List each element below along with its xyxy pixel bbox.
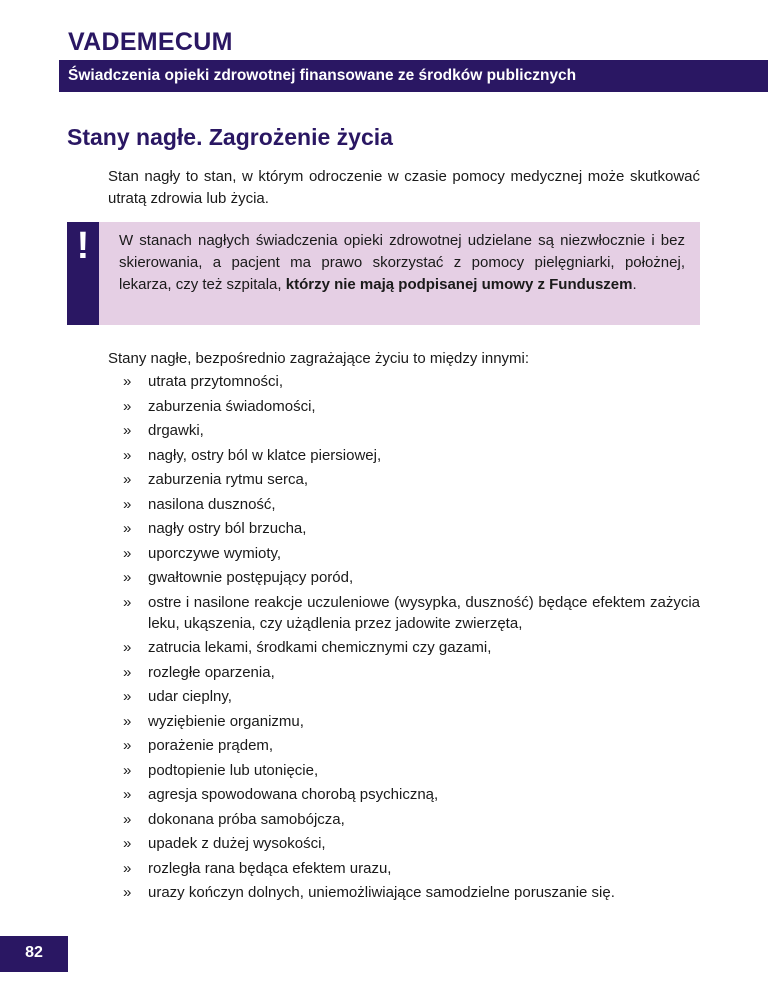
list-item-text: zaburzenia świadomości, [148,397,316,415]
list-item [108,445,700,466]
list-item [108,518,700,539]
bullet-icon: » [123,835,132,852]
exclamation-icon: ! [76,225,90,267]
bullet-icon: » [123,884,132,901]
conditions-list [108,371,700,907]
list-item-text: agresja spowodowana chorobą psychiczną, [148,786,439,803]
section-title: Stany nagłe. Zagrożenie życia [67,124,393,150]
bullet-icon: » [123,810,132,828]
list-item [108,420,700,441]
list-item [108,543,700,564]
callout-text [119,230,685,296]
bullet-icon: » [123,397,132,415]
page-number: 82 [25,944,43,961]
list-item-text: drgawki, [148,422,204,439]
header-band [59,60,768,92]
bullet-icon: » [123,569,132,586]
bullet-icon: » [123,422,132,439]
list-item [108,858,700,879]
bullet-icon: » [123,737,132,754]
bullet-icon: » [123,712,132,730]
list-item-text: gwałtownie postępujący poród, [148,569,354,586]
bullet-icon: » [123,761,132,779]
intro-paragraph: Stan nagły to stan, w którym odroczenie w czasie pomocy medycznej może skutkować utratą zdrowia lub życia. [108,168,700,207]
list-item-text: wyziębienie organizmu, [148,712,304,730]
bullet-icon: » [123,786,132,803]
bullet-icon: » [123,373,132,390]
list-item-text: zatrucia lekami, środkami chemicznymi czy gazami, [148,639,492,656]
callout-text-plain: W stanach nagłych świadczenia opieki zdrowotnej udzielane są niezwłocznie i bez skierowania, a pacjent ma prawo skorzystać z pomocy pielęgniarki, położnej, lekarza, czy też szpitala, [119,232,685,293]
callout-bar [67,222,99,325]
bullet-icon: » [123,471,132,488]
list-item-text: utrata przytomności, [148,373,284,390]
list-item [108,833,700,854]
list-item-text: dokonana próba samobójcza, [148,810,345,828]
bullet-icon: » [123,593,132,611]
list-item-text: ostre i nasilone reakcje uczuleniowe (wysypka, duszność) będące efektem zażycia leku, ukąszenia, czy użądlenia przez jadowite zwierzęta, [148,593,700,632]
list-item [108,760,700,781]
callout-box [67,222,700,325]
list-item-text: rozległa rana będąca efektem urazu, [148,859,392,877]
list-item-text: zaburzenia rytmu serca, [148,471,309,488]
bullet-icon: » [123,544,132,562]
list-item [108,371,700,392]
bullet-icon: » [123,688,132,705]
list-item-text: nasilona duszność, [148,495,276,513]
list-item [108,809,700,830]
list-item [108,784,700,805]
list-item [108,637,700,658]
list-item-text: podtopienie lub utonięcie, [148,761,319,779]
list-lead: Stany nagłe, bezpośrednio zagrażające życiu to między innymi: [108,350,530,367]
list-item [108,396,700,417]
document-brand: VADEMECUM [68,28,233,56]
bullet-icon: » [123,495,132,513]
list-item [108,686,700,707]
list-item [108,494,700,515]
header-subtitle: Świadczenia opieki zdrowotnej finansowane ze środków publicznych [68,67,577,84]
page-number-box [0,936,68,972]
list-item [108,567,700,588]
bullet-icon: » [123,663,132,681]
list-item-text: urazy kończyn dolnych, uniemożliwiające samodzielne poruszanie się. [148,884,615,901]
bullet-icon: » [123,446,132,464]
list-item-text: udar cieplny, [148,688,232,705]
list-item-text: porażenie prądem, [148,737,274,754]
list-item-text: nagły, ostry ból w klatce piersiowej, [148,446,382,464]
callout-text-bold: którzy nie mają podpisanej umowy z Funduszem [285,276,633,293]
bullet-icon: » [123,859,132,877]
list-item [108,592,700,634]
bullet-icon: » [123,639,132,656]
callout-text-end: . [632,276,637,293]
list-item [108,882,700,903]
list-item-text: upadek z dużej wysokości, [148,835,326,852]
list-item [108,469,700,490]
list-item [108,735,700,756]
list-item-text: nagły ostry ból brzucha, [148,520,307,537]
list-item [108,662,700,683]
bullet-icon: » [123,520,132,537]
list-item-text: rozległe oparzenia, [148,663,275,681]
list-item-text: uporczywe wymioty, [148,544,282,562]
list-item [108,711,700,732]
